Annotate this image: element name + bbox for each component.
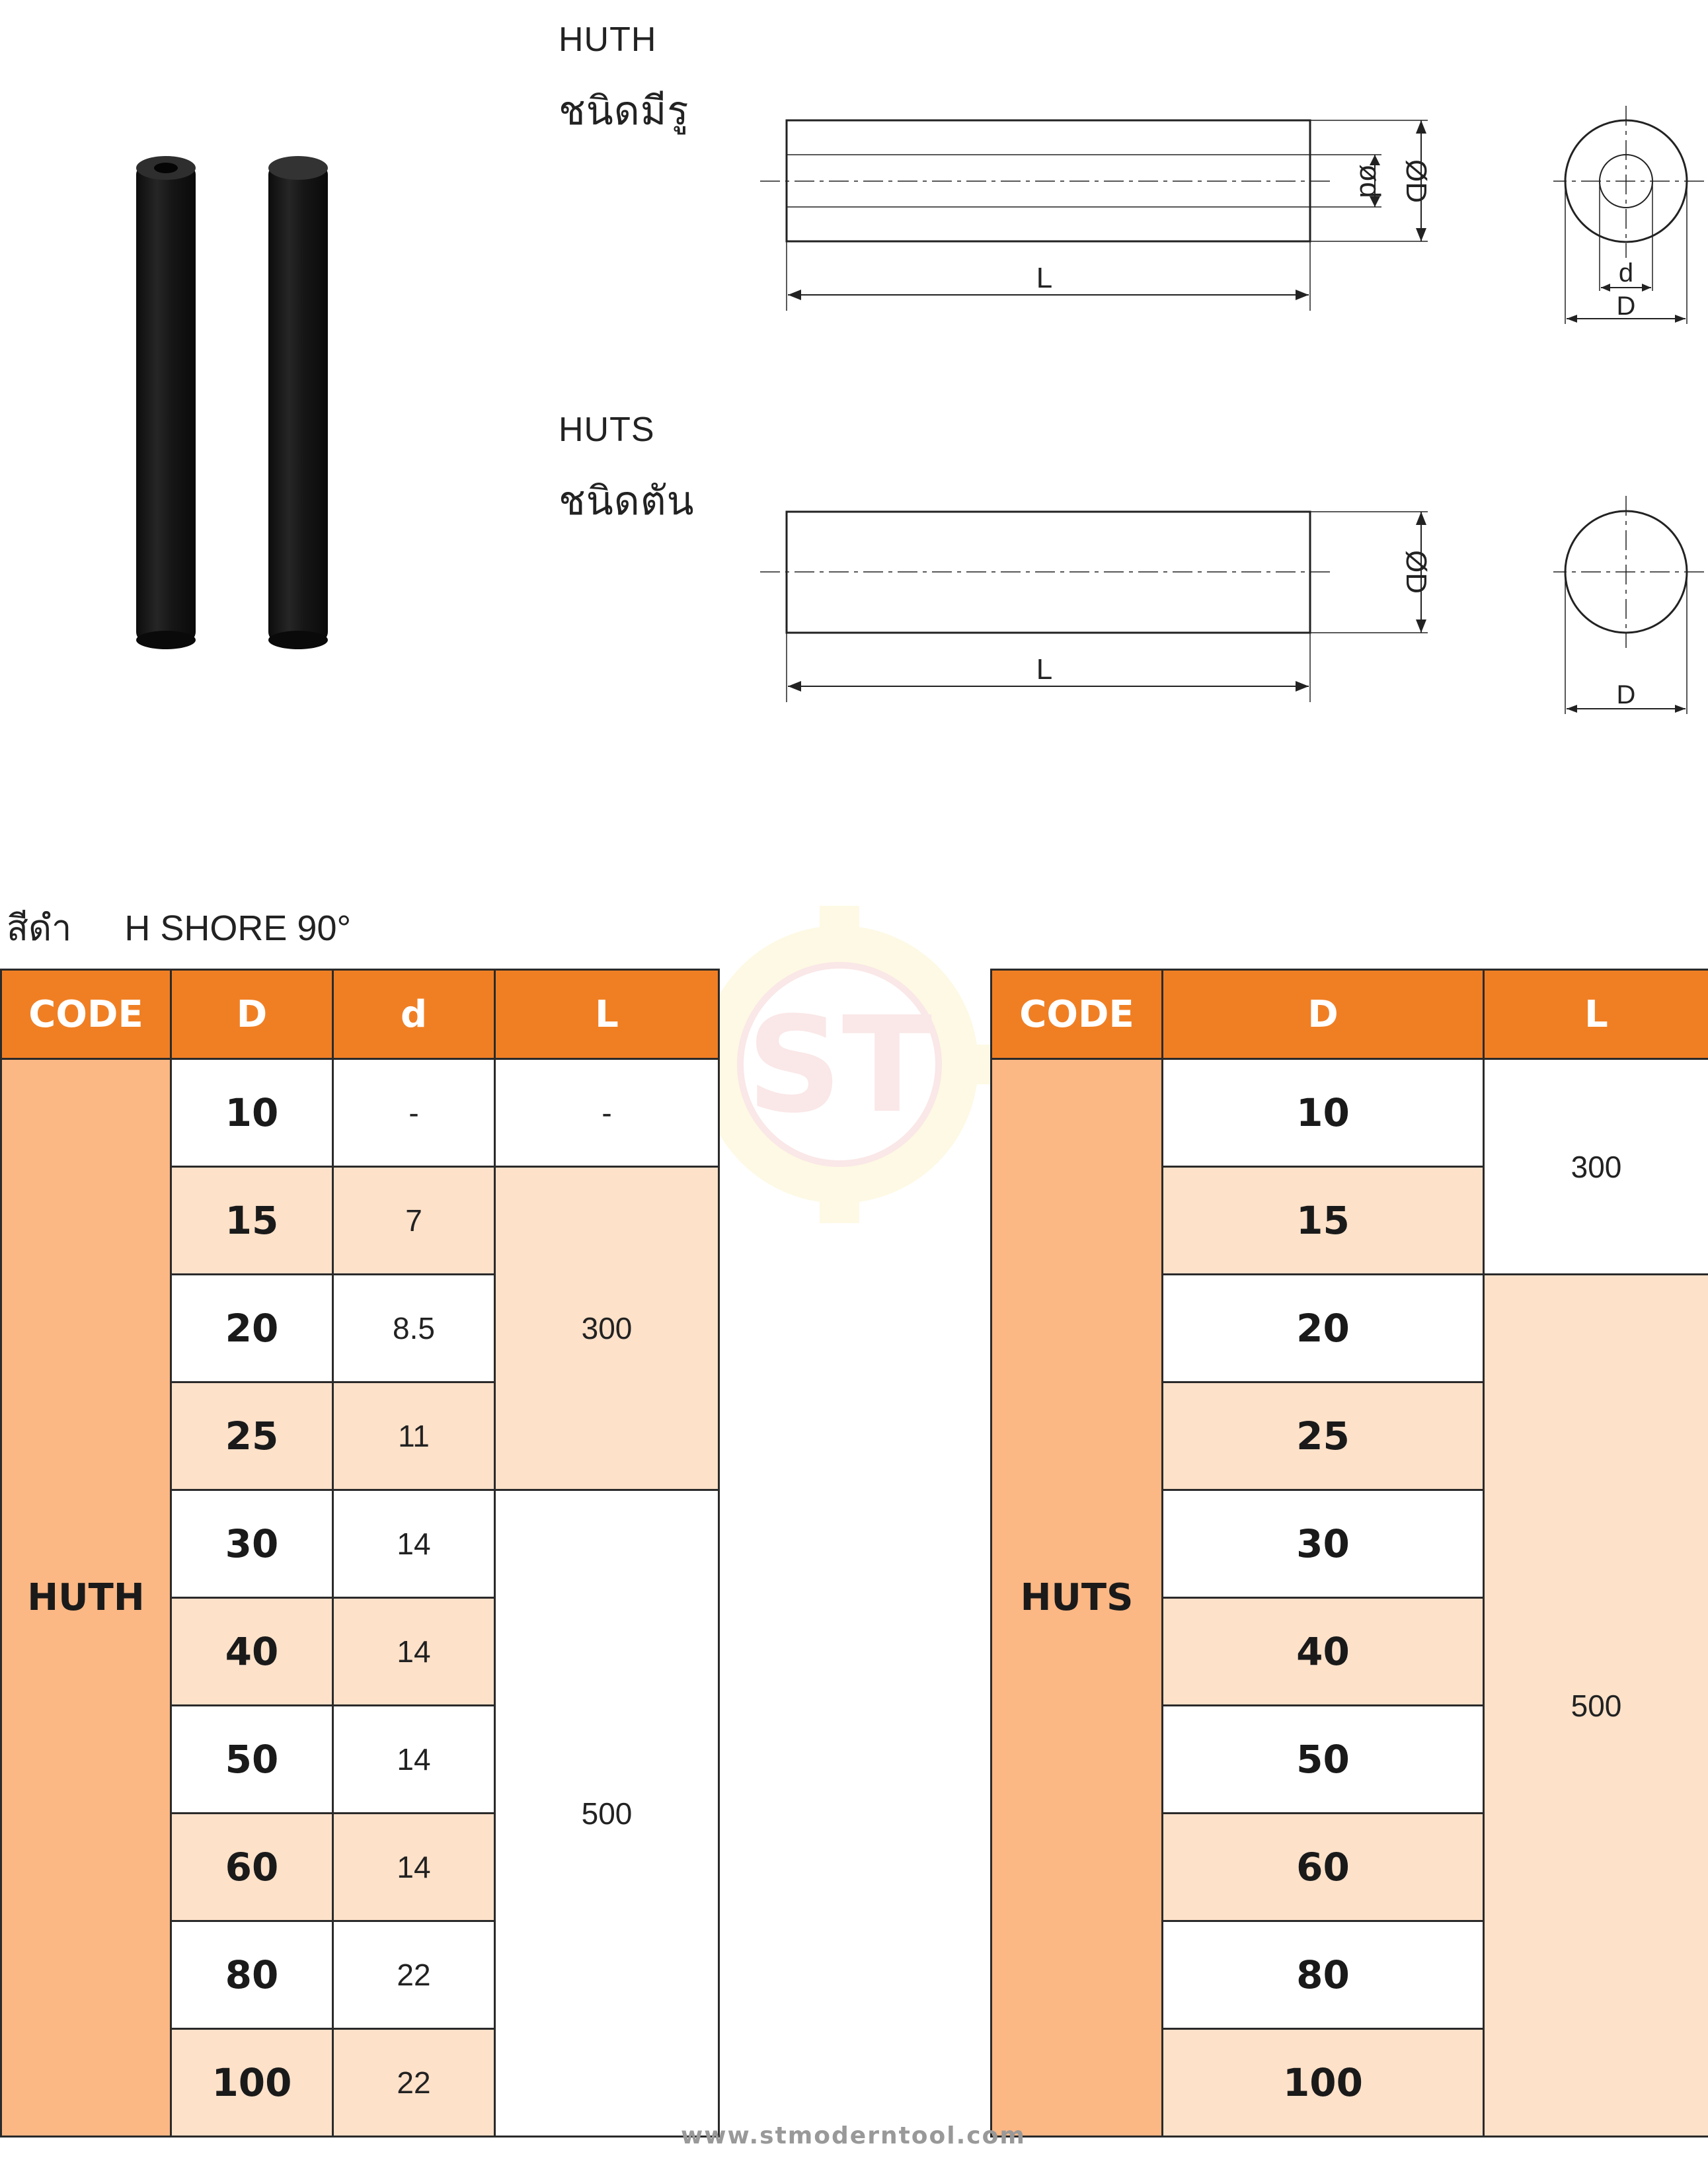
huts-D-cell: 60 <box>1163 1814 1484 1921</box>
huts-header-code: CODE <box>991 970 1163 1059</box>
spec-line <box>7 899 351 956</box>
huth-d-cell: 22 <box>333 2029 495 2137</box>
huts-dim-L: L <box>1036 653 1053 686</box>
huth-D-cell: 15 <box>171 1167 333 1275</box>
huth-dim-L: L <box>1036 262 1053 294</box>
huth-d-cell: 22 <box>333 1921 495 2029</box>
rod-solid <box>268 156 328 649</box>
huth-code-cell: HUTH <box>1 1059 171 2137</box>
huth-D-cell: 50 <box>171 1706 333 1814</box>
huts-header-L: L <box>1484 970 1708 1059</box>
huth-header-code: CODE <box>1 970 171 1059</box>
huts-D-cell: 25 <box>1163 1382 1484 1490</box>
huth-d-cell: 14 <box>333 1490 495 1598</box>
huth-D-cell: 20 <box>171 1275 333 1382</box>
huth-end-D: D <box>1616 292 1636 321</box>
huth-D-cell: 80 <box>171 1921 333 2029</box>
watermark-text: ST <box>746 988 933 1142</box>
huts-header-D: D <box>1163 970 1484 1059</box>
huts-table <box>990 969 1708 2138</box>
huts-D-cell: 30 <box>1163 1490 1484 1598</box>
huth-header-L: L <box>495 970 719 1059</box>
spec-hardness: H SHORE 90° <box>124 908 352 948</box>
spec-color: สีดำ <box>7 908 72 948</box>
huth-D-cell: 30 <box>171 1490 333 1598</box>
huth-d-cell: - <box>333 1059 495 1167</box>
huth-table <box>0 969 720 2138</box>
huth-header-D: D <box>171 970 333 1059</box>
huts-D-cell: 20 <box>1163 1275 1484 1382</box>
huts-header-row <box>991 970 1708 1059</box>
huth-dim-od-small: ød <box>1354 164 1386 198</box>
product-photo <box>119 145 463 807</box>
table-row <box>991 1059 1708 1167</box>
huth-d-cell: 14 <box>333 1706 495 1814</box>
huth-title: HUTH <box>559 20 657 59</box>
huth-L-300-cell: 300 <box>495 1167 719 1490</box>
huth-D-cell: 100 <box>171 2029 333 2137</box>
huth-D-cell: 10 <box>171 1059 333 1167</box>
huth-header-d: d <box>333 970 495 1059</box>
huth-dim-od-big: ØD <box>1400 159 1432 203</box>
table-row <box>1 1059 719 1167</box>
huts-D-cell: 15 <box>1163 1167 1484 1275</box>
huts-end-D: D <box>1616 680 1636 709</box>
huth-d-cell: 14 <box>333 1598 495 1706</box>
huts-L-500-cell: 500 <box>1484 1275 1708 2137</box>
rod-hollow <box>136 156 196 649</box>
huts-code-cell: HUTS <box>991 1059 1163 2137</box>
huth-header-row <box>1 970 719 1059</box>
huth-side-drawing <box>754 99 1481 324</box>
huts-D-cell: 40 <box>1163 1598 1484 1706</box>
huth-d-cell: 7 <box>333 1167 495 1275</box>
huth-d-cell: 8.5 <box>333 1275 495 1382</box>
huts-dim-od-big: ØD <box>1400 550 1432 594</box>
huth-end-drawing <box>1553 99 1708 324</box>
huth-type: ชนิดมีรู <box>559 89 689 133</box>
huth-D-cell: 60 <box>171 1814 333 1921</box>
huts-D-cell: 50 <box>1163 1706 1484 1814</box>
huth-d-cell: 14 <box>333 1814 495 1921</box>
huts-side-drawing <box>754 489 1481 714</box>
huts-D-cell: 80 <box>1163 1921 1484 2029</box>
huth-d-cell: 11 <box>333 1382 495 1490</box>
footer-url: www.stmoderntool.com <box>681 2122 1026 2149</box>
huts-type: ชนิดตัน <box>559 479 695 523</box>
huts-end-drawing <box>1553 489 1708 727</box>
huth-D-cell: 25 <box>171 1382 333 1490</box>
huth-D-cell: 40 <box>171 1598 333 1706</box>
huts-D-cell: 10 <box>1163 1059 1484 1167</box>
huth-L-500-cell: 500 <box>495 1490 719 2137</box>
huth-end-d: d <box>1618 259 1634 288</box>
huts-title: HUTS <box>559 411 655 449</box>
huts-D-cell: 100 <box>1163 2029 1484 2137</box>
huth-L-cell: - <box>495 1059 719 1167</box>
huts-L-300-cell: 300 <box>1484 1059 1708 1275</box>
